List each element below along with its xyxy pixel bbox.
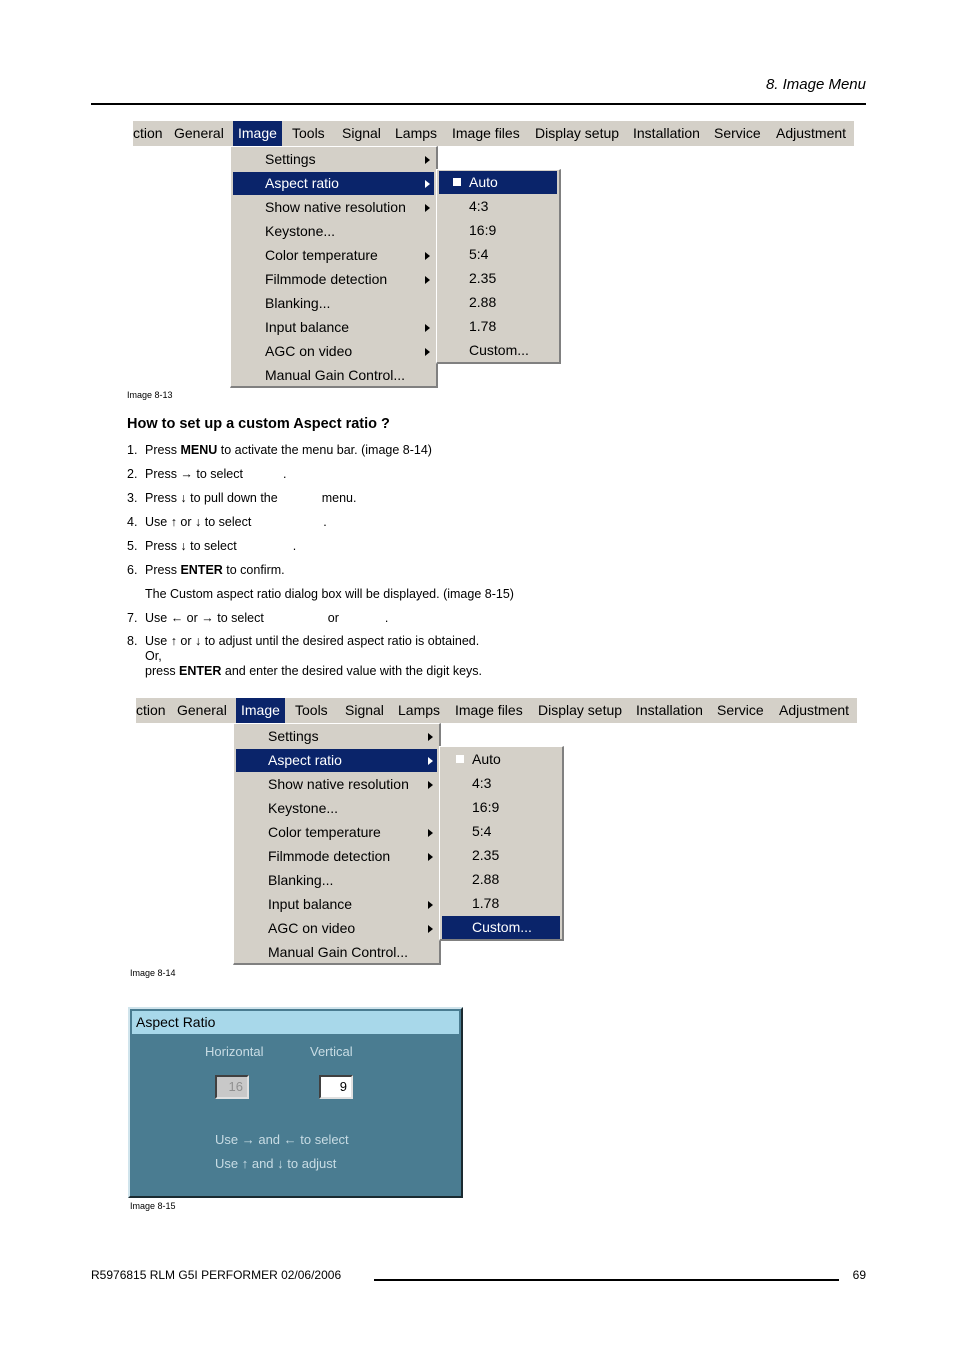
menu-item-settings[interactable] [236, 725, 437, 748]
aspect-option-2-35[interactable] [439, 267, 557, 290]
menu-bar-item-lamps[interactable]: Lamps [398, 702, 441, 718]
selected-bullet-icon [453, 178, 461, 186]
aspect-option-label: 2.88 [469, 294, 497, 310]
menu-item-color-temperature[interactable] [236, 821, 437, 844]
menu-item-settings[interactable] [233, 148, 434, 171]
step-text-part: menu. [321, 491, 357, 505]
step-text [145, 515, 327, 530]
menu-bar-item-installation[interactable]: Installation [636, 702, 703, 718]
aspect-option-2-88[interactable] [439, 291, 557, 314]
menu-bar-item-adjustment[interactable]: Adjustment [776, 125, 847, 141]
page-number: 69 [852, 1268, 866, 1282]
step-number: 2. [127, 467, 138, 481]
menu-item-manual-gain-control[interactable] [236, 941, 437, 964]
aspect-option-label: Auto [472, 751, 501, 767]
menu-item-aspect-ratio[interactable] [233, 172, 434, 195]
menu-item-label: Aspect ratio [265, 175, 339, 191]
menu-item-blanking[interactable] [236, 869, 437, 892]
menu-bar [133, 121, 854, 146]
step-number: 5. [127, 539, 138, 553]
submenu-arrow-icon [425, 324, 430, 332]
key-name: MENU [180, 443, 218, 457]
aspect-option-label: 5:4 [472, 823, 492, 839]
step-text [145, 467, 286, 482]
aspect-option-label: 4:3 [472, 775, 492, 791]
menu-item-label: Color temperature [268, 824, 381, 840]
submenu-arrow-icon [425, 180, 430, 188]
section-title: 8. Image Menu [765, 76, 866, 93]
menu-item-label: Input balance [268, 896, 353, 912]
step-number: 4. [127, 515, 138, 529]
menu-item-label: Keystone... [268, 800, 339, 816]
aspect-option-label: 16:9 [469, 222, 497, 238]
dialog-hint-adjust: Use ↑ and ↓ to adjust [215, 1156, 337, 1171]
aspect-option-2-88[interactable] [442, 868, 560, 891]
step-text [145, 539, 296, 554]
menu-item-label: Aspect ratio [268, 752, 342, 768]
submenu-arrow-icon [425, 252, 430, 260]
aspect-option-label: 16:9 [472, 799, 500, 815]
image-dropdown [233, 723, 441, 965]
menu-item-label: AGC on video [265, 343, 353, 359]
step-text [145, 491, 356, 506]
aspect-option-16-9[interactable] [442, 796, 560, 819]
unselected-bullet-icon [456, 755, 464, 763]
menu-bar-item-function[interactable]: ction [136, 702, 166, 718]
menu-item-label: Filmmode detection [265, 271, 388, 287]
menu-item-agc-on-video[interactable] [233, 340, 434, 363]
step-number: 6. [127, 563, 138, 577]
menu-bar-item-tools[interactable]: Tools [295, 702, 328, 718]
aspect-option-5-4[interactable] [439, 243, 557, 266]
menu-bar-item-service[interactable]: Service [717, 702, 764, 718]
submenu-arrow-icon [425, 156, 430, 164]
footer-rule [374, 1279, 839, 1281]
menu-item-label: AGC on video [268, 920, 356, 936]
menu-item-label: Blanking... [265, 295, 331, 311]
aspect-option-1-78[interactable] [439, 315, 557, 338]
menu-item-input-balance[interactable] [236, 893, 437, 916]
step-text-part: . [282, 467, 287, 481]
menu-item-blanking[interactable] [233, 292, 434, 315]
aspect-option-label: Custom... [472, 919, 532, 935]
step-text [145, 611, 388, 626]
step-text-part: Press ↓ to pull down the [145, 491, 278, 505]
menu-item-label: Color temperature [265, 247, 378, 263]
step-number: 7. [127, 611, 138, 625]
step-text-part: Press ↓ to select [145, 539, 237, 553]
menu-bar-item-installation[interactable]: Installation [633, 125, 700, 141]
image-dropdown [230, 146, 438, 388]
menu-item-label: Manual Gain Control... [265, 367, 406, 383]
step-text: Use ↑ or ↓ to adjust until the desired aspect ratio is obtained. [145, 634, 480, 648]
submenu-arrow-icon [428, 757, 433, 765]
submenu-arrow-icon [428, 733, 433, 741]
menu-bar-item-image-files[interactable]: Image files [452, 125, 520, 141]
step-text-part: to confirm. [222, 563, 285, 577]
submenu-arrow-icon [425, 276, 430, 284]
aspect-option-auto[interactable] [442, 748, 560, 771]
step-text-part: . [323, 515, 327, 529]
step-text-part: and enter the desired value with the digit keys. [221, 664, 482, 678]
step-text-part: . [384, 611, 389, 625]
menu-item-filmmode-detection[interactable] [236, 845, 437, 868]
menu-bar-item-general[interactable]: General [177, 702, 227, 718]
menu-item-keystone[interactable] [236, 797, 437, 820]
dialog-hint-select: Use → and ← to select [215, 1132, 349, 1147]
menu-item-label: Keystone... [265, 223, 336, 239]
aspect-ratio-submenu [439, 746, 564, 941]
menu-item-agc-on-video[interactable] [236, 917, 437, 940]
menu-item-aspect-ratio[interactable] [236, 749, 437, 772]
step-text: Or, [145, 649, 162, 663]
step-text-part: or [327, 611, 339, 625]
horizontal-input[interactable]: 16 [215, 1075, 249, 1099]
menu-bar-item-lamps[interactable]: Lamps [395, 125, 438, 141]
step-text-part: press [145, 664, 180, 678]
menu-item-manual-gain-control[interactable] [233, 364, 434, 387]
menu-bar-item-image-files[interactable]: Image files [455, 702, 523, 718]
aspect-option-custom[interactable] [439, 339, 557, 362]
aspect-option-2-35[interactable] [442, 844, 560, 867]
aspect-option-label: 2.35 [469, 270, 497, 286]
menu-bar-item-service[interactable]: Service [714, 125, 761, 141]
aspect-option-custom[interactable] [442, 916, 560, 939]
step-text [145, 664, 482, 679]
menu-item-keystone[interactable] [233, 220, 434, 243]
aspect-ratio-dialog [128, 1007, 463, 1198]
key-name: ENTER [180, 563, 223, 577]
menu-bar-item-general[interactable]: General [174, 125, 224, 141]
step-text-part: Use ↑ or ↓ to select [145, 515, 252, 529]
aspect-option-auto[interactable] [439, 171, 557, 194]
figure-caption: Image 8-14 [130, 968, 176, 978]
submenu-arrow-icon [428, 901, 433, 909]
horizontal-label: Horizontal [205, 1044, 264, 1059]
step-text-part: to activate the menu bar. (image 8-14) [217, 443, 432, 457]
menu-item-label: Show native resolution [268, 776, 409, 792]
submenu-arrow-icon [428, 925, 433, 933]
aspect-option-4-3[interactable] [442, 772, 560, 795]
aspect-option-label: Custom... [469, 342, 529, 358]
submenu-arrow-icon [425, 204, 430, 212]
header-rule [91, 103, 866, 105]
menu-item-filmmode-detection[interactable] [233, 268, 434, 291]
menu-bar-item-adjustment[interactable]: Adjustment [779, 702, 850, 718]
step-text [145, 563, 285, 578]
menu-item-show-native-resolution[interactable] [236, 773, 437, 796]
procedure-title: How to set up a custom Aspect ratio ? [127, 416, 390, 432]
aspect-option-label: 2.35 [472, 847, 500, 863]
menu-bar-item-function[interactable]: ction [133, 125, 163, 141]
footer-document-id: R5976815 RLM G5I PERFORMER 02/06/2006 [91, 1268, 342, 1282]
menu-bar-item-image[interactable]: Image [233, 121, 282, 146]
menu-item-label: Blanking... [268, 872, 334, 888]
vertical-input[interactable]: 9 [319, 1075, 353, 1099]
step-text-part: Press → to select [145, 467, 243, 481]
menu-bar-item-image[interactable]: Image [236, 698, 285, 723]
step-text-part: Press [145, 563, 181, 577]
aspect-ratio-submenu [436, 169, 561, 364]
menu-bar-item-signal[interactable]: Signal [345, 702, 384, 718]
menu-item-input-balance[interactable] [233, 316, 434, 339]
step-note: The Custom aspect ratio dialog box will be displayed. (image 8-15) [145, 587, 514, 601]
aspect-option-4-3[interactable] [439, 195, 557, 218]
step-text-part: Press [145, 443, 181, 457]
submenu-arrow-icon [428, 781, 433, 789]
aspect-option-label: 1.78 [472, 895, 500, 911]
step-number: 3. [127, 491, 138, 505]
step-number: 1. [127, 443, 138, 457]
menu-bar [136, 698, 857, 723]
figure-caption: Image 8-13 [127, 390, 173, 400]
step-text [145, 443, 432, 458]
menu-item-label: Filmmode detection [268, 848, 391, 864]
step-text-part: Use ← or → to select [145, 611, 264, 625]
menu-item-label: Manual Gain Control... [268, 944, 409, 960]
aspect-option-label: 1.78 [469, 318, 497, 334]
menu-bar-item-tools[interactable]: Tools [292, 125, 325, 141]
dialog-title: Aspect Ratio [132, 1011, 459, 1034]
aspect-option-5-4[interactable] [442, 820, 560, 843]
menu-item-label: Input balance [265, 319, 350, 335]
aspect-option-label: 2.88 [472, 871, 500, 887]
aspect-option-label: 5:4 [469, 246, 489, 262]
menu-item-color-temperature[interactable] [233, 244, 434, 267]
menu-bar-item-signal[interactable]: Signal [342, 125, 381, 141]
aspect-option-16-9[interactable] [439, 219, 557, 242]
step-text-part: . [292, 539, 297, 553]
menu-item-label: Show native resolution [265, 199, 406, 215]
step-number: 8. [127, 634, 138, 648]
menu-bar-item-display-setup[interactable]: Display setup [538, 702, 623, 718]
menu-item-label: Settings [265, 151, 316, 167]
menu-item-show-native-resolution[interactable] [233, 196, 434, 219]
aspect-option-label: Auto [469, 174, 498, 190]
aspect-option-label: 4:3 [469, 198, 489, 214]
figure-caption: Image 8-15 [130, 1201, 176, 1211]
vertical-label: Vertical [310, 1044, 353, 1059]
submenu-arrow-icon [428, 829, 433, 837]
submenu-arrow-icon [428, 853, 433, 861]
submenu-arrow-icon [425, 348, 430, 356]
menu-item-label: Settings [268, 728, 319, 744]
key-name: ENTER [179, 664, 222, 678]
aspect-option-1-78[interactable] [442, 892, 560, 915]
menu-bar-item-display-setup[interactable]: Display setup [535, 125, 620, 141]
